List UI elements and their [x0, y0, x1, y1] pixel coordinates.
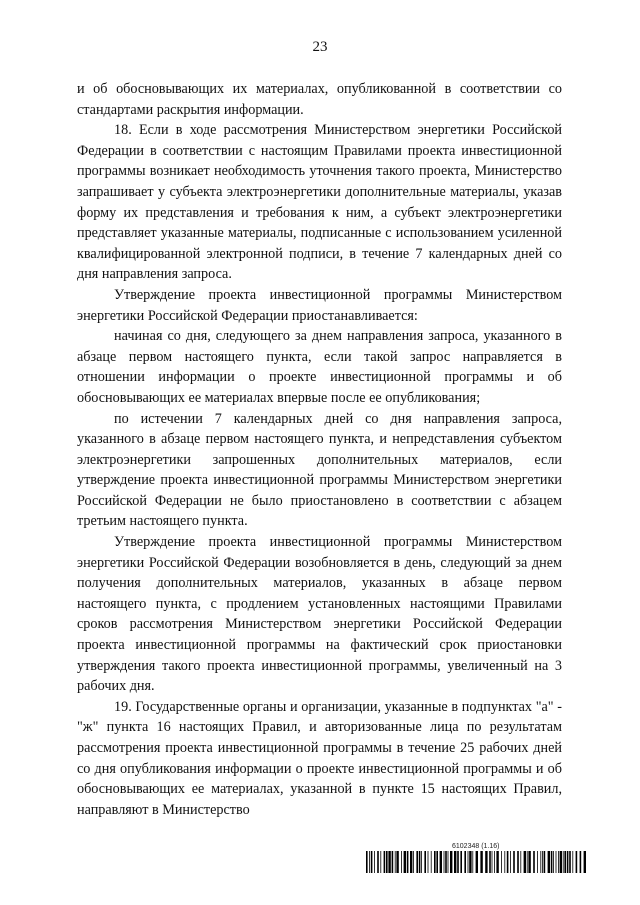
- barcode-bar: [388, 851, 390, 873]
- barcode-bar: [457, 851, 459, 873]
- barcode-bar: [434, 851, 436, 873]
- barcode-bar: [395, 851, 396, 873]
- barcode-bar: [485, 851, 487, 873]
- barcode-bar: [576, 851, 578, 873]
- barcode-bar: [424, 851, 426, 873]
- barcode-bar: [510, 851, 511, 873]
- barcode-bar: [558, 851, 559, 873]
- barcode-bar: [513, 851, 515, 873]
- barcode-bar: [528, 851, 530, 873]
- barcode-bar: [413, 851, 414, 873]
- page-number: 23: [312, 39, 328, 55]
- barcode-bar: [492, 851, 493, 873]
- barcode-bar: [404, 851, 406, 873]
- barcode-bar: [419, 851, 421, 873]
- barcode-bar: [369, 851, 370, 873]
- barcode-bar: [542, 851, 543, 873]
- barcode-bar: [540, 851, 541, 873]
- barcode-bar: [507, 851, 509, 873]
- barcode-bar: [544, 851, 546, 873]
- barcode-bar: [410, 851, 412, 873]
- barcode-bar: [489, 851, 491, 873]
- barcode-bar: [527, 851, 528, 873]
- barcode-bar: [560, 851, 562, 873]
- barcode-bar: [567, 851, 569, 873]
- barcode-bar: [431, 851, 432, 873]
- barcode-label: 6102348 (1.16): [452, 843, 500, 850]
- barcode-bar: [450, 851, 452, 873]
- barcode-bar: [569, 851, 571, 873]
- barcode-bar: [440, 851, 442, 873]
- barcode-bar: [524, 851, 526, 873]
- barcode-bar: [468, 851, 469, 873]
- barcode-bar: [469, 851, 471, 873]
- barcode-bar: [407, 851, 409, 873]
- barcode-bar: [476, 851, 478, 873]
- barcode-bar: [537, 851, 538, 873]
- paragraph: 18. Если в ходе рассмотрения Министерством энергетики Российской Федерации в соответствии с настоящим Правилами проекта инвестиционной программы возникает необходимость уточнения такого проекта, Министерство запрашивает у субъекта электроэнергетики дополнительные материалы, указав форму их представления и требования к ним, а субъект электроэнергетики представляет указанные материалы, подписанные с использованием усиленной квалифицированной электронной подписи, в течение 7 календарных дней со дня направления запроса.: [77, 122, 562, 283]
- barcode-bar: [460, 851, 462, 873]
- barcode-bar: [377, 851, 379, 873]
- barcode-bar: [548, 851, 550, 873]
- barcode-bar: [580, 851, 582, 873]
- barcode-bar: [480, 851, 482, 873]
- paragraph: по истечении 7 календарных дней со дня направления запроса, указанного в абзаце первом настоящего пункта, и непредставления субъектом электроэнергетики запрошенных дополнительных материалов, если утверждение проекта инвестиционной программы Министерством энергетики Российской Федерации не было приостановлено в соответствии с абзацем третьим настоящего пункта.: [77, 410, 562, 530]
- barcode-bar: [520, 851, 521, 873]
- barcode-bar: [448, 851, 449, 873]
- barcode-bar: [533, 851, 535, 873]
- paragraph: начиная со дня, следующего за днем направления запроса, указанного в абзаце первом настоящего пункта, если такой запрос направляется в отношении информации о проекте инвестиционной программы и об обосновывающих ее материалах впервые после ее опубликования;: [77, 328, 562, 406]
- barcode-bar: [553, 851, 554, 873]
- barcode-bar: [428, 851, 429, 873]
- barcode-bar: [386, 851, 388, 873]
- barcode-bar: [366, 851, 368, 873]
- barcode-bar: [392, 851, 394, 873]
- barcode-bar: [494, 851, 495, 873]
- paragraph: и об обосновывающих их материалах, опубликованной в соответствии со стандартами раскрытия информации.: [77, 81, 562, 118]
- barcode-bar: [436, 851, 438, 873]
- barcode-bar: [572, 851, 573, 873]
- barcode-bar: [464, 851, 466, 873]
- barcode-bar: [563, 851, 564, 873]
- barcode-bar: [556, 851, 557, 873]
- barcode-bar: [371, 851, 373, 873]
- barcode-bar: [444, 851, 445, 873]
- barcode-bar: [551, 851, 553, 873]
- barcode-bar: [401, 851, 402, 873]
- barcode-bar: [454, 851, 456, 873]
- barcode-bar: [517, 851, 519, 873]
- barcode-bar: [421, 851, 422, 873]
- document-body: [77, 79, 562, 820]
- barcode-bar: [564, 851, 566, 873]
- paragraph: Утверждение проекта инвестиционной программы Министерством энергетики Российской Федерации приостанавливается:: [77, 286, 562, 324]
- barcode-bar: [504, 851, 505, 873]
- barcode-bar: [374, 851, 375, 873]
- barcode-bar: [445, 851, 447, 873]
- barcode-bar: [416, 851, 418, 873]
- barcode-bar: [584, 851, 586, 873]
- barcode-bar: [396, 851, 398, 873]
- paragraph: Утверждение проекта инвестиционной программы Министерством энергетики Российской Федерации возобновляется в день, следующий за днем получения дополнительных материалов, указанных в абзаце первом настоящего пункта, с продлением установленных настоящими Правилами сроков рассмотрения Министерством энергетики Российской Федерации проекта инвестиционной программы на фактический срок приостановки утверждения такого проекта инвестиционной программы, увеличенный на 3 рабочих дня.: [77, 534, 562, 695]
- barcode-bar: [496, 851, 498, 873]
- barcode-bar: [472, 851, 473, 873]
- barcode-bar: [384, 851, 386, 873]
- barcode-bar: [501, 851, 502, 873]
- barcode-image: [366, 851, 586, 873]
- paragraph: 19. Государственные органы и организации, указанные в подпунктах "а" - "ж" пункта 16 настоящих Правил, и авторизованные лица по результатам рассмотрения проекта инвестиционной программы в течение 25 рабочих дней со дня опубликования информации о проекте инвестиционной программы и об обосновывающих ее материалах, указанной в пункте 15 настоящих Правил, направляют в Министерство: [77, 698, 562, 818]
- barcode-bar: [380, 851, 381, 873]
